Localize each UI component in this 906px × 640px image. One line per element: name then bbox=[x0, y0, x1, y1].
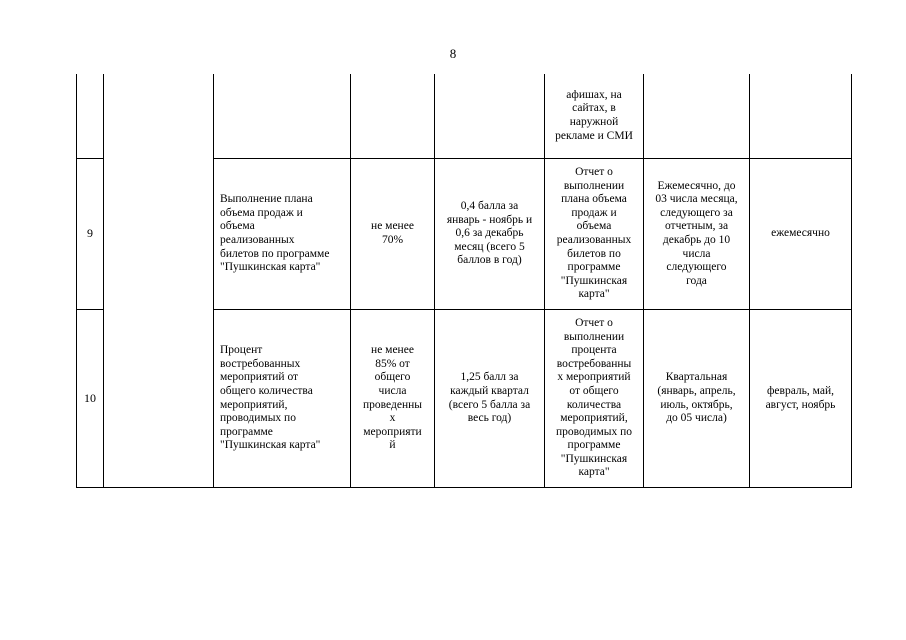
table-cell-periodicity: февраль, май, август, ноябрь bbox=[765, 384, 836, 411]
table-border-right bbox=[851, 74, 852, 487]
table-cell-indicator: Выполнение плана объема продаж и объема реализованных билетов по программе "Пушкинская карта" bbox=[220, 193, 330, 274]
table-cell-indicator: Процент востребованных мероприятий от общего количества мероприятий, проводимых по программе "Пушкинская карта" bbox=[220, 344, 321, 452]
table-cell-deadline: Ежемесячно, до 03 числа месяца, следующего за отчетным, за декабрь до 10 числа следующего года bbox=[655, 179, 738, 287]
table-cell-target: не менее 85% от общего числа проведенны х мероприяти й bbox=[363, 344, 422, 452]
table-cell-target: не менее 70% bbox=[371, 220, 414, 246]
table-cell-score: 1,25 балл за каждый квартал (всего 5 балла за весь год) bbox=[448, 371, 531, 425]
table-cell-score: 0,4 балла за январь - ноябрь и 0,6 за декабрь месяц (всего 5 баллов в год) bbox=[446, 200, 533, 267]
table-cell-periodicity: ежемесячно bbox=[771, 227, 830, 240]
table-cell-report: Отчет о выполнении плана объема продаж и объема реализованных билетов по программе "Пушкинская карта" bbox=[556, 166, 632, 301]
table-cell-deadline: Квартальная (январь, апрель, июль, октябрь, до 05 числа) bbox=[657, 371, 736, 425]
col-divider-1 bbox=[103, 74, 104, 487]
table-cell-row-number: 10 bbox=[84, 390, 96, 405]
table-cell-report: Отчет о выполнении процента востребованны х мероприятий от общего количества мероприятий, проводимых по программе "Пушкинская карта" bbox=[556, 316, 632, 479]
table-cell-continued-report: афишах, на сайтах, в наружной рекламе и СМИ bbox=[555, 88, 633, 142]
table-cell-row-number: 9 bbox=[87, 226, 93, 241]
table-border-bottom bbox=[76, 487, 852, 488]
page-number: 8 bbox=[449, 46, 457, 61]
